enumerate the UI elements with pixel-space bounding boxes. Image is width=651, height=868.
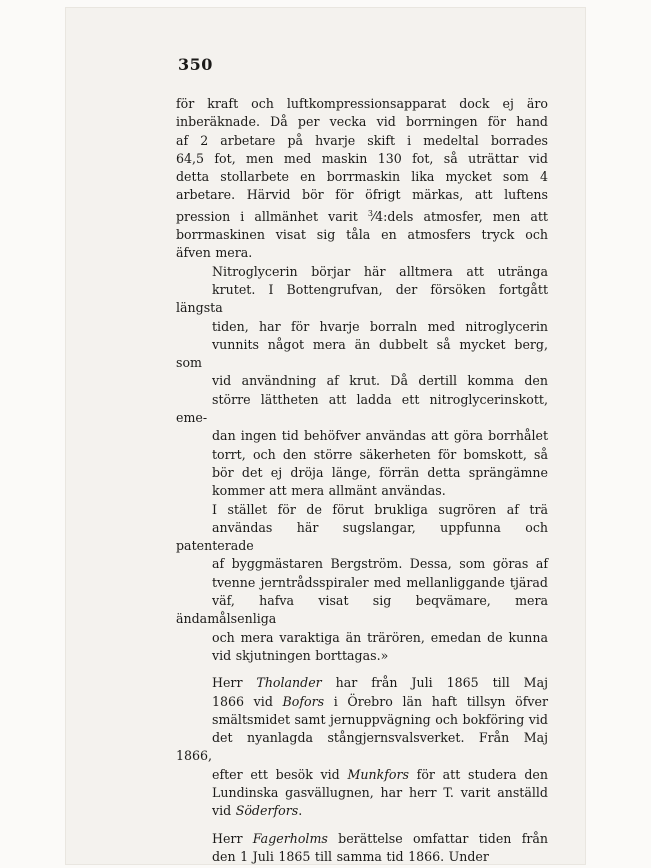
text-run: smältsmidet samt jernuppvägning och bokföring vid xyxy=(212,711,548,727)
text-run: för kraft och luftkompressionsapparat dock ej äro xyxy=(176,96,548,111)
text-run: vunnits något mera än dubbelt så mycket berg, som xyxy=(176,336,548,371)
text-line xyxy=(176,150,548,168)
text-run: borrmaskinen visat sig tåla en atmosfers tryck och xyxy=(176,227,548,243)
text-line xyxy=(176,629,548,647)
text-line xyxy=(176,802,548,820)
text-run: och mera varaktiga än trärören, emedan de kunna xyxy=(212,629,548,645)
text-line xyxy=(176,574,548,592)
text-line xyxy=(176,830,548,848)
paragraph xyxy=(176,501,548,666)
fraction-numerator: 3 xyxy=(367,208,374,218)
text-run: efter ett besök vid xyxy=(212,766,348,782)
text-line xyxy=(176,318,548,336)
text-run: ⁄ xyxy=(373,208,376,224)
text-line xyxy=(176,168,548,186)
text-line xyxy=(176,446,548,464)
text-run: har från Juli 1865 till Maj xyxy=(321,675,548,691)
text-run: dan ingen tid behöfver användas att göra borrhålet xyxy=(212,428,548,444)
text-run: berättelse omfattar tiden från xyxy=(327,830,549,846)
text-line xyxy=(176,592,548,629)
text-line xyxy=(176,113,548,131)
text-line xyxy=(176,372,548,390)
text-run: den 1 Juli 1865 till samma tid 1866. Under xyxy=(212,848,489,864)
text-line xyxy=(176,391,548,428)
text-run: vid skjutningen borttagas.» xyxy=(212,647,389,663)
text-run: bör det ej dröja länge, förrän detta sprängämne xyxy=(212,464,548,480)
paragraph xyxy=(176,674,548,820)
text-line xyxy=(176,427,548,445)
text-run: Lundinska gasvällugnen, har herr T. varit anställd xyxy=(212,784,548,800)
italic-name: Bofors xyxy=(282,693,325,709)
italic-name: Tholander xyxy=(256,675,322,691)
text-run: större lättheten att ladda ett nitroglycerinskott, eme- xyxy=(176,391,548,426)
text-run: i Örebro län haft tillsyn öfver xyxy=(324,693,548,709)
text-line xyxy=(176,766,548,784)
text-run: 1866 vid xyxy=(212,693,283,709)
text-line xyxy=(176,711,548,729)
text-run: Nitroglycerin börjar här alltmera att utränga xyxy=(212,263,548,279)
text-line xyxy=(176,729,548,766)
text-run: kommer att mera allmänt användas. xyxy=(212,483,446,499)
text-run: af byggmästaren Bergström. Dessa, som göras af xyxy=(212,556,548,572)
text-line xyxy=(176,263,548,281)
text-run: 4:dels atmosfer, men att xyxy=(375,208,548,224)
text-run: I stället för de förut brukliga sugrören af trä xyxy=(212,501,548,517)
text-line xyxy=(176,244,548,262)
text-run: inberäknade. Då per vecka vid borrningen för hand xyxy=(176,114,548,130)
text-line xyxy=(176,647,548,665)
text-line xyxy=(176,132,548,150)
text-run: väf, hafva visat sig beqvämare, mera ändamålsenliga xyxy=(176,593,548,627)
text-run: Herr xyxy=(212,830,253,846)
italic-name: Munkfors xyxy=(347,766,409,782)
paragraph xyxy=(176,263,548,501)
text-run: för att studera den xyxy=(408,766,548,782)
text-line xyxy=(176,848,548,866)
text-run: det nyanlagda stångjernsvalsverket. Från Maj 1866, xyxy=(176,730,548,764)
text-run: användas här sugslangar, uppfunna och patenterade xyxy=(176,519,548,554)
text-run: detta stollarbete en borrmaskin lika mycket som 4 xyxy=(176,169,548,185)
paragraph xyxy=(176,830,548,867)
italic-name: Fagerholms xyxy=(252,830,328,846)
text-line xyxy=(176,226,548,244)
paragraph xyxy=(176,95,548,263)
text-run: . xyxy=(298,803,303,819)
text-run: vid xyxy=(212,803,236,819)
text-line xyxy=(176,205,548,226)
page-number: 350 xyxy=(178,55,213,74)
body-text xyxy=(176,95,548,866)
text-line xyxy=(176,482,548,500)
text-run: tiden, har för hvarje borraln med nitroglycerin xyxy=(212,318,548,334)
text-line xyxy=(176,674,548,692)
text-run: tvenne jerntrådsspiraler med mellanliggande tjärad xyxy=(212,574,548,590)
text-line xyxy=(176,464,548,482)
text-run: af 2 arbetare på hvarje skift i medeltal borrades xyxy=(176,132,548,148)
text-line xyxy=(176,281,548,318)
text-line xyxy=(176,186,548,204)
text-run: pression i allmänhet varit xyxy=(176,208,368,224)
text-line xyxy=(176,519,548,556)
text-line xyxy=(176,555,548,573)
text-line xyxy=(176,693,548,711)
text-run: krutet. I Bottengrufvan, der försöken fortgått längsta xyxy=(176,281,548,316)
italic-name: Söderfors xyxy=(235,803,299,819)
text-line xyxy=(176,95,548,113)
text-run: vid användning af krut. Då dertill komma den xyxy=(212,373,548,389)
text-line xyxy=(176,501,548,519)
text-run: 64,5 fot, men med maskin 130 fot, så uträttar vid xyxy=(176,150,548,166)
text-run: arbetare. Härvid bör för öfrigt märkas, att luftens xyxy=(176,187,548,203)
text-run: Herr xyxy=(212,675,257,691)
text-run: äfven mera. xyxy=(176,245,253,261)
text-line xyxy=(176,784,548,802)
text-run: torrt, och den större säkerheten för bomskott, så xyxy=(212,446,548,462)
text-line xyxy=(176,336,548,373)
